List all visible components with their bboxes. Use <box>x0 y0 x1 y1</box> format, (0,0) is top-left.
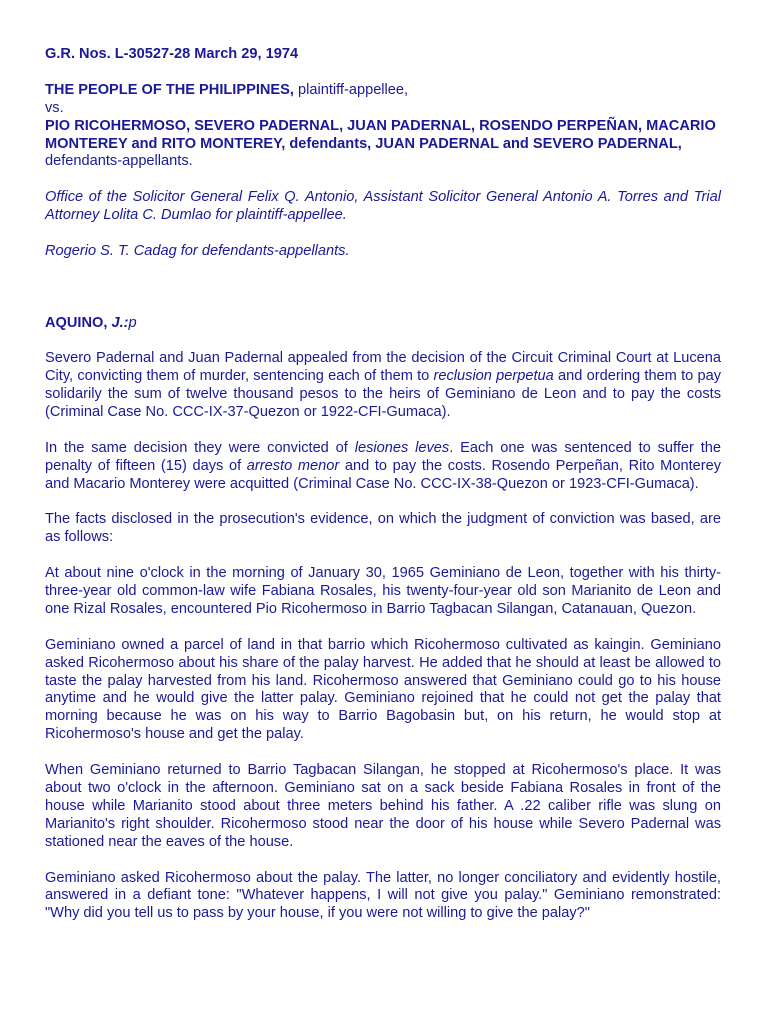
paragraph-1-italic: reclusion perpetua <box>433 368 554 385</box>
paragraph-1-text-b: and ordering them to pay solidarily the sum of twelve thousand pesos to the heirs of Geminiano de Leon and to pay the costs (Criminal Case No. CCC-IX-37-Quezon or 1922-CFI-Gumaca). <box>45 368 722 421</box>
defendants-names: PIO RICOHERMOSO, SEVERO PADERNAL, JUAN PADERNAL, ROSENDO PERPEÑAN, MACARIO MONTEREY and RITO MONTEREY, defendants, JUAN PADERNAL and SEVERO PADERNAL, <box>45 117 716 152</box>
ponente-title: J.: <box>111 314 129 331</box>
paragraph-7: Geminiano asked Ricohermoso about the palay. The latter, no longer conciliatory and evidently hostile, answered in a defiant tone: "Whatever happens, I will not give you palay." Geminiano remonstrated: "Why did you tell us to pass by your house, if you were not willing to give the palay?" <box>45 869 721 922</box>
paragraph-4: At about nine o'clock in the morning of January 30, 1965 Geminiano de Leon, together with his thirty-three-year old common-law wife Fabiana Rosales, his twenty-four-year old son Marianito de Leon and one Rizal Rosales, encountered Pio Ricohermoso in Barrio Tagbacan Silangan, Catanauan, Quezon. <box>45 565 721 617</box>
versus-label: vs. <box>45 99 64 116</box>
paragraph-2-italic-2: arresto menor <box>246 457 340 474</box>
plaintiff-role: plaintiff-appellee, <box>293 81 409 98</box>
section-spacer <box>45 279 721 315</box>
ponente-line <box>45 315 721 333</box>
ponente-name: AQUINO, <box>45 314 112 331</box>
paragraph-6: When Geminiano returned to Barrio Tagbacan Silangan, he stopped at Ricohermoso's place. It was about two o'clock in the afternoon. Geminiano sat on a sack beside Fabiana Rosales in front of the house while Marianito stood about three meters behind his father. A .22 caliber rifle was slung on Marianito's right shoulder. Ricohermoso stood near the door of his house while Severo Padernal was stationed near the eaves of the house. <box>45 762 721 850</box>
plaintiff-name: THE PEOPLE OF THE PHILIPPINES, <box>45 81 294 98</box>
paragraph-2-text-b: . Each one was sentenced to suffer the penalty of fifteen (15) days of <box>45 439 722 474</box>
ponente-suffix: p <box>128 314 137 331</box>
paragraph-2-text-c: and to pay the costs. Rosendo Perpeñan, Rito Monterey and Macario Monterey were acquitted (Criminal Case No. CCC-IX-38-Quezon or 1923-CFI-Gumaca). <box>45 457 722 492</box>
paragraph-1 <box>45 350 721 422</box>
case-parties <box>45 82 721 172</box>
paragraph-2-italic-1: lesiones leves <box>354 439 450 456</box>
document-page <box>45 46 721 941</box>
defendants-role: defendants-appellants. <box>45 153 193 170</box>
paragraph-1-text-a: Severo Padernal and Juan Padernal appealed from the decision of the Circuit Criminal Court at Lucena City, convicting them of murder, sentencing each of them to <box>45 350 721 385</box>
paragraph-2 <box>45 440 721 494</box>
defendants-counsel: Rogerio S. T. Cadag for defendants-appellants. <box>45 242 350 259</box>
paragraph-2-text-a: In the same decision they were convicted of <box>45 439 355 456</box>
case-citation: G.R. Nos. L-30527-28 March 29, 1974 <box>45 46 299 62</box>
paragraph-5: Geminiano owned a parcel of land in that barrio which Ricohermoso cultivated as kaingin. Geminiano asked Ricohermoso about his share of the palay harvest. He added that he should at least be allowed to taste the palay harvested from his land. Ricohermoso answered that Geminiano could go to his house anytime and he would give the latter palay. Geminiano rejoined that he could not get the palay that morning because he was on his way to Barrio Bagobasin but, on his return, he would stop at Ricohermoso's house and get the palay. <box>45 636 721 743</box>
paragraph-3: The facts disclosed in the prosecution's evidence, on which the judgment of conviction was based, are as follows: <box>45 511 721 546</box>
plaintiff-counsel: Office of the Solicitor General Felix Q. Antonio, Assistant Solicitor General Antonio A. Torres and Trial Attorney Lolita C. Dumlao for plaintiff-appellee. <box>45 189 721 224</box>
